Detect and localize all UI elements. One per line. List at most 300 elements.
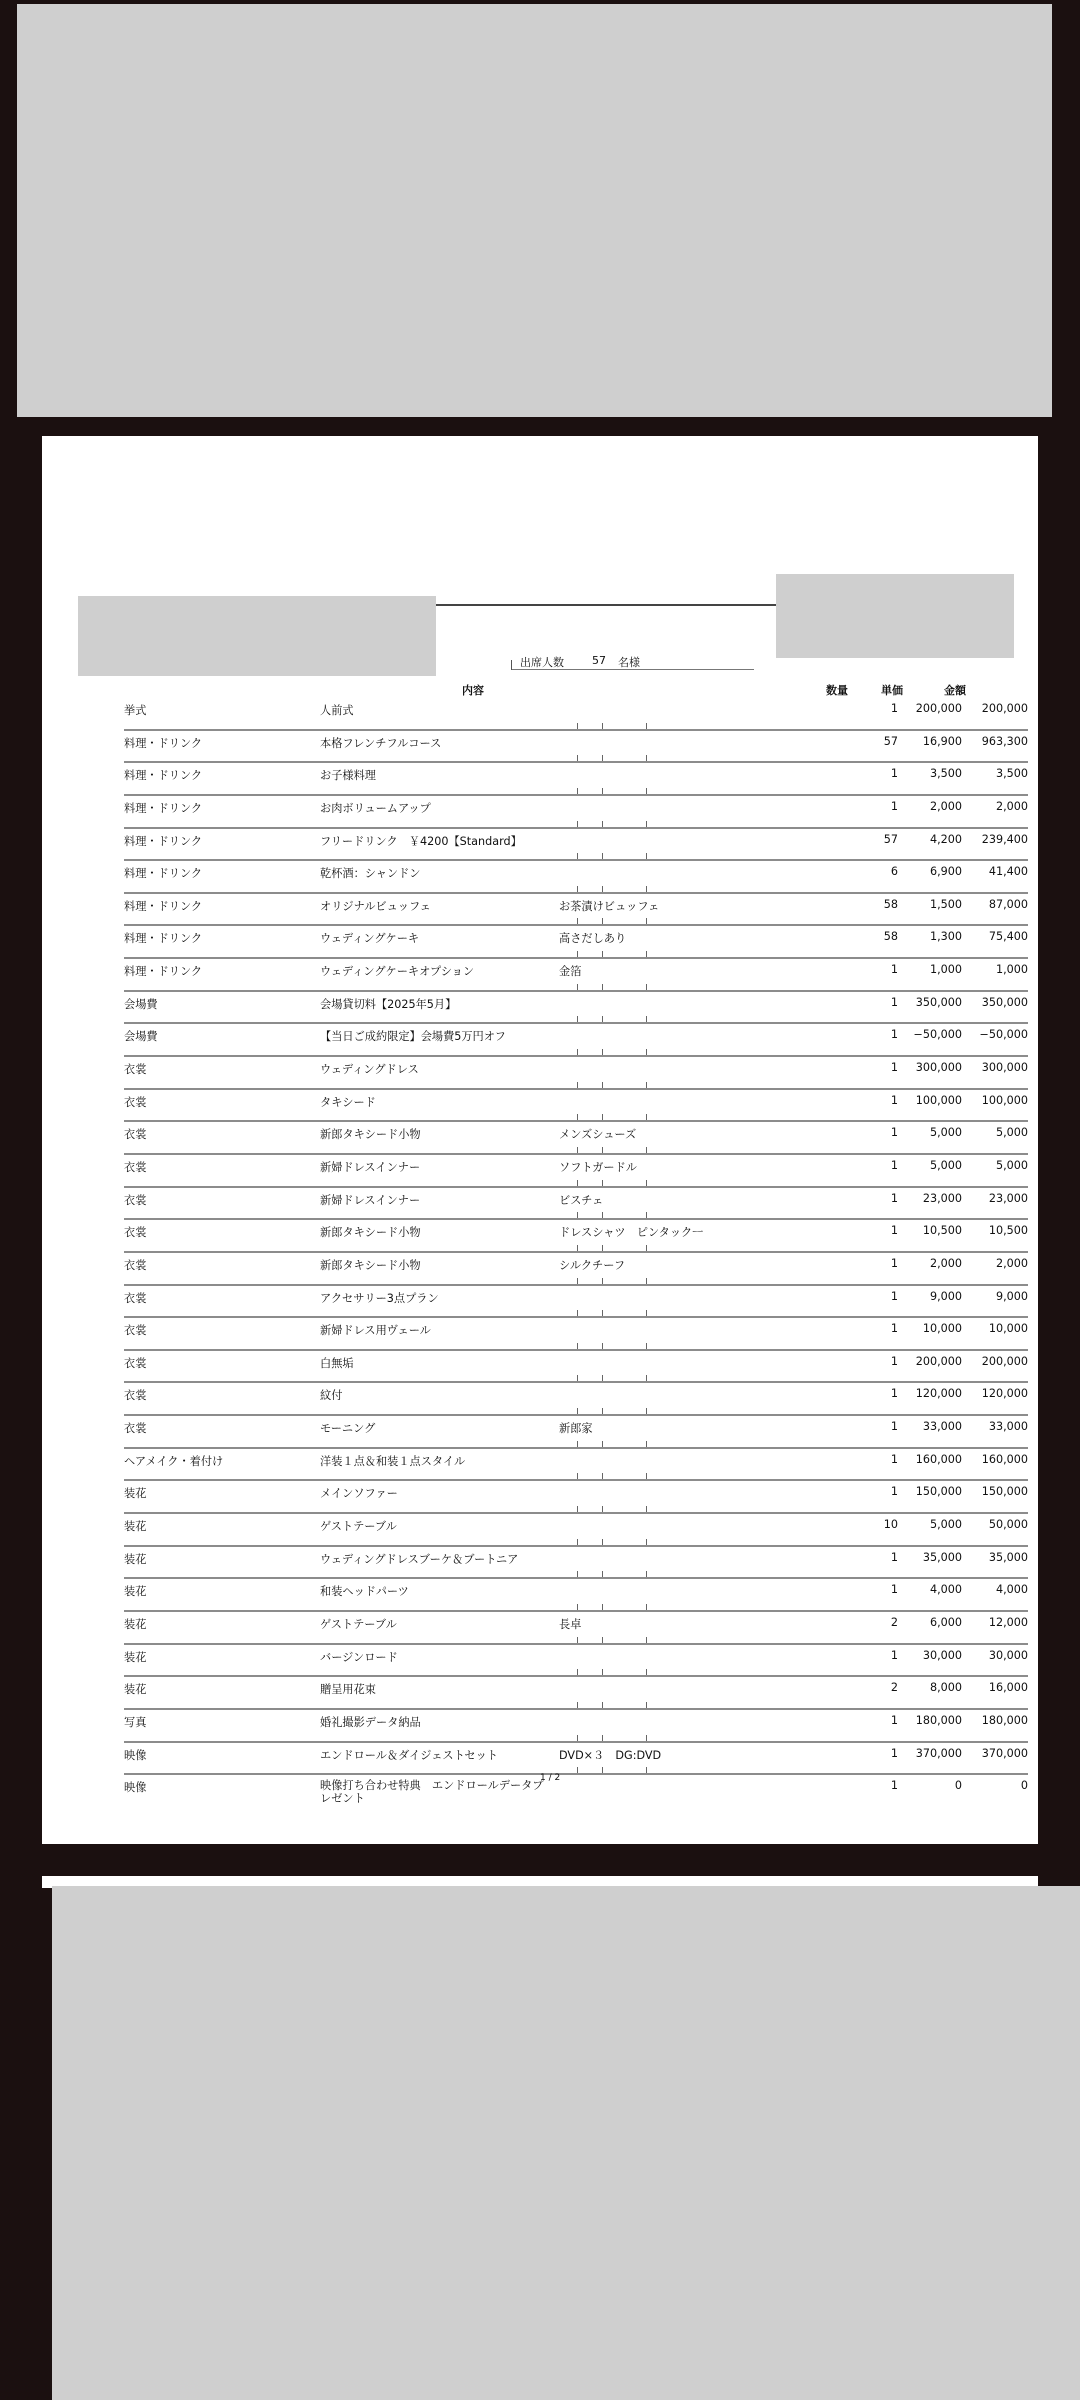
row-amount: 35,000 xyxy=(988,1550,1028,1564)
row-amount: 963,300 xyxy=(981,734,1028,748)
row-amount: 200,000 xyxy=(981,702,1028,715)
row-note: シルクチーフ xyxy=(559,1258,626,1272)
cell-tick xyxy=(577,1767,578,1773)
cell-tick xyxy=(602,1767,603,1773)
row-unit-price: 3,500 xyxy=(929,767,962,781)
row-category: 料理・ドリンク xyxy=(124,932,203,946)
row-category: 衣裳 xyxy=(124,1389,147,1403)
table-row xyxy=(124,1579,1028,1612)
cell-tick xyxy=(577,1245,578,1251)
row-item: 和装ヘッドパーツ xyxy=(320,1585,409,1599)
cell-tick xyxy=(602,1082,603,1088)
row-amount: 370,000 xyxy=(981,1746,1028,1760)
row-category: 衣裳 xyxy=(124,1160,147,1174)
row-item: エンドロール＆ダイジェストセット xyxy=(320,1748,498,1762)
row-quantity: 1 xyxy=(890,1126,898,1140)
cell-tick xyxy=(577,1473,578,1479)
row-amount: 23,000 xyxy=(988,1191,1028,1205)
row-unit-price: 30,000 xyxy=(922,1648,962,1662)
row-item: ウェディングケーキ xyxy=(320,932,420,946)
cell-tick xyxy=(646,1408,647,1414)
row-amount: 3,500 xyxy=(995,767,1028,781)
row-note: DVD×３ DG:DVD xyxy=(559,1748,662,1762)
row-item: ウェディングドレス xyxy=(320,1063,419,1077)
cell-tick xyxy=(577,1539,578,1545)
row-item: 乾杯酒：シャンドン xyxy=(320,867,421,881)
column-header-amount: 金額 xyxy=(944,684,966,697)
row-quantity: 1 xyxy=(890,1746,898,1760)
cell-tick xyxy=(602,1408,603,1414)
cell-tick xyxy=(602,853,603,859)
cell-tick xyxy=(602,1180,603,1186)
row-amount: 100,000 xyxy=(981,1093,1028,1107)
row-item: 新郎タキシード小物 xyxy=(320,1226,421,1240)
row-quantity: 1 xyxy=(890,702,898,715)
row-category: 装花 xyxy=(124,1520,147,1534)
cell-tick xyxy=(577,918,578,924)
row-unit-price: 9,000 xyxy=(929,1289,962,1303)
cell-tick xyxy=(646,1506,647,1512)
row-item: 白無垢 xyxy=(320,1356,354,1370)
row-category: 会場費 xyxy=(124,997,158,1011)
redacted-area-bottom xyxy=(52,1886,1080,2400)
row-unit-price: 16,900 xyxy=(922,734,962,748)
cell-tick xyxy=(602,1571,603,1577)
table-row xyxy=(124,992,1028,1025)
cell-tick xyxy=(602,1114,603,1120)
cell-tick xyxy=(577,853,578,859)
line-items-table xyxy=(124,698,1028,1815)
table-row xyxy=(124,1188,1028,1221)
row-unit-price: 6,000 xyxy=(929,1615,962,1629)
table-row xyxy=(124,1743,1028,1776)
row-unit-price: 300,000 xyxy=(915,1061,962,1075)
table-row xyxy=(124,1351,1028,1384)
row-item: モーニング xyxy=(320,1422,376,1436)
row-quantity: 1 xyxy=(890,1485,898,1499)
row-item: メインソファー xyxy=(320,1487,398,1501)
cell-tick xyxy=(577,1016,578,1022)
row-unit-price: 10,500 xyxy=(922,1224,962,1238)
row-amount: 87,000 xyxy=(988,897,1028,911)
row-quantity: 1 xyxy=(890,1322,898,1336)
row-quantity: 1 xyxy=(890,1224,898,1238)
row-amount: 239,400 xyxy=(981,832,1028,846)
row-quantity: 1 xyxy=(890,1289,898,1303)
table-row xyxy=(124,894,1028,927)
cell-tick xyxy=(646,1604,647,1610)
table-row xyxy=(124,796,1028,829)
row-category: 装花 xyxy=(124,1650,147,1664)
row-amount: 33,000 xyxy=(988,1420,1028,1434)
row-category: 装花 xyxy=(124,1552,147,1566)
row-quantity: 1 xyxy=(890,1191,898,1205)
row-category: 料理・ドリンク xyxy=(124,801,203,815)
cell-tick xyxy=(646,1049,647,1055)
table-row xyxy=(124,1253,1028,1286)
row-unit-price: 100,000 xyxy=(915,1093,962,1107)
cell-tick xyxy=(646,1441,647,1447)
row-item: 紋付 xyxy=(320,1389,343,1403)
cell-tick xyxy=(602,821,603,827)
cell-tick xyxy=(577,1082,578,1088)
row-amount: 2,000 xyxy=(995,1256,1028,1270)
row-quantity: 1 xyxy=(890,1420,898,1434)
row-note: お茶漬けビュッフェ xyxy=(559,899,660,913)
cell-tick xyxy=(577,788,578,794)
cell-tick xyxy=(602,1343,603,1349)
row-category: 装花 xyxy=(124,1683,147,1697)
row-quantity: 1 xyxy=(890,995,898,1009)
cell-tick xyxy=(646,788,647,794)
row-category: 衣裳 xyxy=(124,1226,147,1240)
row-amount: 200,000 xyxy=(981,1354,1028,1368)
cell-tick xyxy=(602,886,603,892)
row-note: ビスチェ xyxy=(559,1193,604,1207)
row-unit-price: 180,000 xyxy=(915,1713,962,1727)
row-unit-price: 35,000 xyxy=(922,1550,962,1564)
row-item: フリードリンク ￥4200【Standard】 xyxy=(320,834,522,848)
table-row xyxy=(124,1514,1028,1547)
cell-tick xyxy=(646,1245,647,1251)
cell-tick xyxy=(602,1049,603,1055)
cell-tick xyxy=(577,1702,578,1708)
cell-tick xyxy=(646,1702,647,1708)
row-unit-price: 5,000 xyxy=(929,1158,962,1172)
table-row xyxy=(124,1416,1028,1449)
row-unit-price: 0 xyxy=(954,1779,962,1793)
row-quantity: 1 xyxy=(890,1028,898,1042)
table-row xyxy=(124,1449,1028,1482)
row-item: 新郎タキシード小物 xyxy=(320,1128,421,1142)
cell-tick xyxy=(646,1637,647,1643)
row-quantity: 1 xyxy=(890,1648,898,1662)
cell-tick xyxy=(646,1767,647,1773)
row-quantity: 1 xyxy=(890,1061,898,1075)
row-category: 料理・ドリンク xyxy=(124,899,203,913)
table-row xyxy=(124,731,1028,764)
row-quantity: 58 xyxy=(883,930,898,944)
cell-tick xyxy=(577,1278,578,1284)
cell-tick xyxy=(602,1441,603,1447)
cell-tick xyxy=(602,1702,603,1708)
row-category: 料理・ドリンク xyxy=(124,769,203,783)
row-amount: 5,000 xyxy=(995,1126,1028,1140)
cell-tick xyxy=(577,1506,578,1512)
row-amount: 50,000 xyxy=(988,1518,1028,1532)
page-number: 1 / 2 xyxy=(540,1773,561,1783)
row-note: 長卓 xyxy=(559,1617,582,1631)
row-quantity: 1 xyxy=(890,799,898,813)
row-category: 衣裳 xyxy=(124,1063,147,1077)
row-amount: 180,000 xyxy=(981,1713,1028,1727)
row-note: 新郎家 xyxy=(559,1422,593,1436)
row-quantity: 1 xyxy=(890,1158,898,1172)
table-row xyxy=(124,1286,1028,1319)
cell-tick xyxy=(602,918,603,924)
row-quantity: 57 xyxy=(883,734,898,748)
cell-tick xyxy=(646,1114,647,1120)
row-unit-price: 4,000 xyxy=(929,1583,962,1597)
redacted-area-left xyxy=(78,596,436,676)
cell-tick xyxy=(646,1212,647,1218)
row-category: ヘアメイク・着付け xyxy=(124,1454,224,1468)
row-unit-price: 1,300 xyxy=(929,930,962,944)
cell-tick xyxy=(602,1604,603,1610)
row-amount: 12,000 xyxy=(988,1615,1028,1629)
row-quantity: 1 xyxy=(890,1779,898,1793)
cell-tick xyxy=(646,1735,647,1741)
table-row xyxy=(124,1775,1028,1815)
row-item: 本格フレンチフルコース xyxy=(320,736,442,750)
table-row xyxy=(124,926,1028,959)
row-note: 金箔 xyxy=(559,965,582,979)
cell-tick xyxy=(577,951,578,957)
row-amount: 120,000 xyxy=(981,1387,1028,1401)
cell-tick xyxy=(577,1604,578,1610)
cell-tick xyxy=(577,1637,578,1643)
row-quantity: 1 xyxy=(890,767,898,781)
row-item: 新婦ドレスインナー xyxy=(320,1160,421,1174)
row-item: タキシード xyxy=(320,1095,376,1109)
row-quantity: 6 xyxy=(890,865,898,879)
row-amount: 150,000 xyxy=(981,1485,1028,1499)
cell-tick xyxy=(646,1343,647,1349)
column-header-quantity: 数量 xyxy=(826,684,848,697)
cell-tick xyxy=(646,1310,647,1316)
cell-tick xyxy=(577,821,578,827)
cell-tick xyxy=(602,1016,603,1022)
cell-tick xyxy=(577,723,578,729)
row-category: 装花 xyxy=(124,1585,147,1599)
row-category: 会場費 xyxy=(124,1030,158,1044)
cell-tick xyxy=(646,755,647,761)
row-unit-price: 370,000 xyxy=(915,1746,962,1760)
row-amount: 10,000 xyxy=(988,1322,1028,1336)
row-category: 衣裳 xyxy=(124,1324,147,1338)
cell-tick xyxy=(646,821,647,827)
row-amount: 0 xyxy=(1020,1779,1028,1793)
cell-tick xyxy=(602,1278,603,1284)
row-category: 衣裳 xyxy=(124,1128,147,1142)
row-category: 衣裳 xyxy=(124,1258,147,1272)
cell-tick xyxy=(577,1147,578,1153)
row-amount: 5,000 xyxy=(995,1158,1028,1172)
cell-tick xyxy=(602,1310,603,1316)
row-quantity: 1 xyxy=(890,1387,898,1401)
cell-tick xyxy=(602,788,603,794)
cell-tick xyxy=(577,1180,578,1186)
table-row xyxy=(124,1383,1028,1416)
row-item: バージンロード xyxy=(320,1650,398,1664)
row-category: 衣裳 xyxy=(124,1356,147,1370)
row-item: 新婦ドレス用ヴェール xyxy=(320,1324,431,1338)
cell-tick xyxy=(602,1245,603,1251)
row-unit-price: 200,000 xyxy=(915,702,962,715)
cell-tick xyxy=(646,886,647,892)
column-header-description: 内容 xyxy=(462,684,484,697)
row-unit-price: 10,000 xyxy=(922,1322,962,1336)
row-category: 衣裳 xyxy=(124,1291,147,1305)
row-unit-price: 6,900 xyxy=(929,865,962,879)
table-row xyxy=(124,1710,1028,1743)
row-item: お肉ボリュームアップ xyxy=(320,801,431,815)
cell-tick xyxy=(602,1539,603,1545)
cell-tick xyxy=(602,951,603,957)
cell-tick xyxy=(646,853,647,859)
cell-tick xyxy=(646,951,647,957)
row-amount: 30,000 xyxy=(988,1648,1028,1662)
table-row xyxy=(124,829,1028,862)
row-amount: 75,400 xyxy=(988,930,1028,944)
cell-tick xyxy=(577,984,578,990)
cell-tick xyxy=(646,1016,647,1022)
row-amount: 350,000 xyxy=(981,995,1028,1009)
redacted-area-right xyxy=(776,574,1014,658)
cell-tick xyxy=(577,1669,578,1675)
cell-tick xyxy=(602,1147,603,1153)
column-header-unit-price: 単価 xyxy=(881,684,903,697)
redacted-area-top xyxy=(17,4,1052,417)
table-row xyxy=(124,1155,1028,1188)
row-category: 料理・ドリンク xyxy=(124,834,203,848)
row-category: 料理・ドリンク xyxy=(124,736,203,750)
row-amount: 1,000 xyxy=(995,963,1028,977)
cell-tick xyxy=(646,1539,647,1545)
row-amount: 9,000 xyxy=(995,1289,1028,1303)
row-category: 映像 xyxy=(124,1781,147,1795)
row-unit-price: 23,000 xyxy=(922,1191,962,1205)
row-unit-price: 150,000 xyxy=(915,1485,962,1499)
row-category: 映像 xyxy=(124,1748,147,1762)
cell-tick xyxy=(602,1375,603,1381)
row-amount: 2,000 xyxy=(995,799,1028,813)
table-row xyxy=(124,1612,1028,1645)
row-unit-price: 5,000 xyxy=(929,1518,962,1532)
table-row xyxy=(124,1220,1028,1253)
cell-tick xyxy=(646,918,647,924)
row-note: ドレスシャツ ピンタックㅡ xyxy=(559,1226,704,1240)
row-quantity: 2 xyxy=(890,1681,898,1695)
cell-tick xyxy=(646,1082,647,1088)
row-unit-price: −50,000 xyxy=(913,1028,962,1042)
cell-tick xyxy=(577,1571,578,1577)
table-row xyxy=(124,1090,1028,1123)
table-row xyxy=(124,1318,1028,1351)
cell-tick xyxy=(602,1669,603,1675)
table-row xyxy=(124,861,1028,894)
row-amount: 4,000 xyxy=(995,1583,1028,1597)
row-category: 挙式 xyxy=(124,704,147,717)
cell-tick xyxy=(602,723,603,729)
cell-tick xyxy=(646,1278,647,1284)
cell-tick xyxy=(646,1571,647,1577)
row-quantity: 1 xyxy=(890,1452,898,1466)
cell-tick xyxy=(646,1147,647,1153)
cell-tick xyxy=(577,1408,578,1414)
row-item: 贈呈用花束 xyxy=(320,1683,376,1697)
cell-tick xyxy=(577,755,578,761)
row-unit-price: 120,000 xyxy=(915,1387,962,1401)
row-unit-price: 8,000 xyxy=(929,1681,962,1695)
row-quantity: 1 xyxy=(890,1583,898,1597)
row-quantity: 57 xyxy=(883,832,898,846)
cell-tick xyxy=(577,1212,578,1218)
row-note: メンズシューズ xyxy=(559,1128,637,1142)
table-row xyxy=(124,1645,1028,1678)
row-category: 衣裳 xyxy=(124,1193,147,1207)
cell-tick xyxy=(602,1637,603,1643)
cell-tick xyxy=(602,1735,603,1741)
row-item: 新郎タキシード小物 xyxy=(320,1258,421,1272)
row-unit-price: 1,500 xyxy=(929,897,962,911)
row-amount: 160,000 xyxy=(981,1452,1028,1466)
cell-tick xyxy=(646,723,647,729)
row-unit-price: 5,000 xyxy=(929,1126,962,1140)
row-unit-price: 33,000 xyxy=(922,1420,962,1434)
row-item: お子様料理 xyxy=(320,769,376,783)
cell-tick xyxy=(602,1473,603,1479)
attendees-suffix: 名様 xyxy=(618,656,640,669)
cell-tick xyxy=(577,1343,578,1349)
table-row xyxy=(124,1122,1028,1155)
cell-tick xyxy=(577,1735,578,1741)
row-amount: 10,500 xyxy=(988,1224,1028,1238)
row-quantity: 10 xyxy=(883,1518,898,1532)
attendees-underline xyxy=(512,669,754,670)
row-quantity: 1 xyxy=(890,1093,898,1107)
row-amount: −50,000 xyxy=(979,1028,1028,1042)
cell-tick xyxy=(646,984,647,990)
attendees-label: 出席人数 xyxy=(520,656,564,669)
table-row xyxy=(124,959,1028,992)
row-quantity: 1 xyxy=(890,1550,898,1564)
row-item: 婚礼撮影データ納品 xyxy=(320,1715,421,1729)
row-unit-price: 4,200 xyxy=(929,832,962,846)
cell-tick xyxy=(602,1506,603,1512)
cell-tick xyxy=(577,1310,578,1316)
cell-tick xyxy=(602,755,603,761)
attendees-info xyxy=(508,654,754,668)
row-amount: 300,000 xyxy=(981,1061,1028,1075)
cell-tick xyxy=(646,1180,647,1186)
header-divider xyxy=(436,604,776,606)
row-quantity: 58 xyxy=(883,897,898,911)
row-unit-price: 350,000 xyxy=(915,995,962,1009)
row-quantity: 1 xyxy=(890,1256,898,1270)
cell-tick xyxy=(577,1441,578,1447)
row-item: オリジナルビュッフェ xyxy=(320,899,431,913)
row-note: ソフトガードル xyxy=(559,1160,637,1174)
cell-tick xyxy=(646,1375,647,1381)
row-category: 装花 xyxy=(124,1487,147,1501)
invoice-page xyxy=(42,436,1038,1844)
row-item: 映像打ち合わせ特典 エンドロールデータプレゼント xyxy=(320,1779,544,1806)
table-row xyxy=(124,1024,1028,1057)
row-amount: 16,000 xyxy=(988,1681,1028,1695)
table-row xyxy=(124,1057,1028,1090)
row-item: ゲストテーブル xyxy=(320,1617,397,1631)
row-item: ゲストテーブル xyxy=(320,1520,397,1534)
table-row xyxy=(124,698,1028,731)
cell-tick xyxy=(577,886,578,892)
cell-tick xyxy=(577,1375,578,1381)
row-item: 新婦ドレスインナー xyxy=(320,1193,421,1207)
row-item: 洋装１点＆和装１点スタイル xyxy=(320,1454,466,1468)
row-item: ウェディングドレスブーケ＆ブートニア xyxy=(320,1552,519,1566)
table-row xyxy=(124,1677,1028,1710)
row-unit-price: 2,000 xyxy=(929,799,962,813)
